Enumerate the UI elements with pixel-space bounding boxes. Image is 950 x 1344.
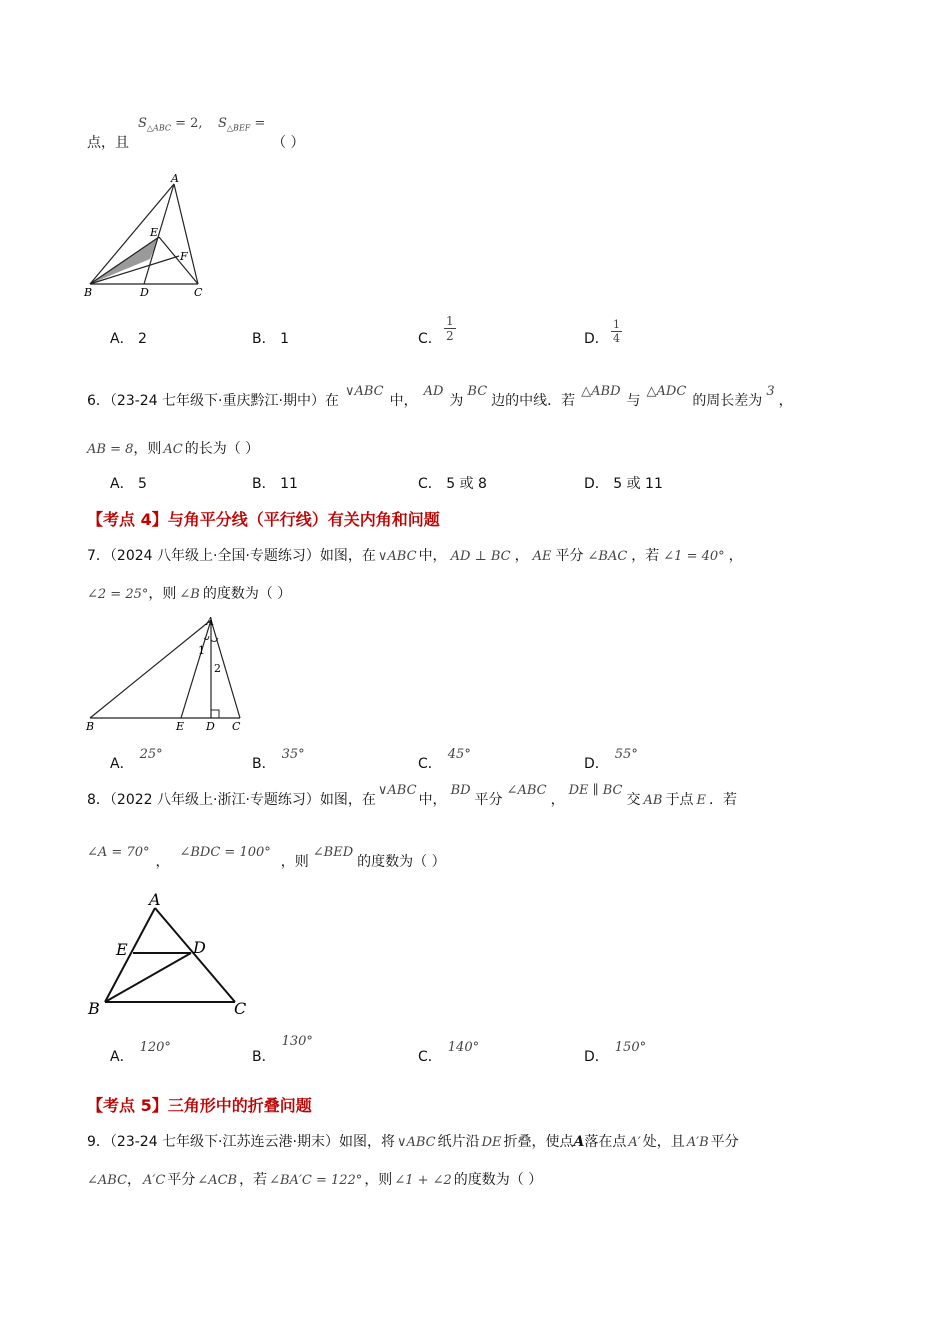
q5-option-b[interactable]: B． 1 [252,331,289,347]
label-e: E [150,226,159,239]
q9-stem-line1: 9．（23-24 七年级下·江苏连云港·期末）如图，将 ∨ABC 纸片沿 DE 折叠，使点A落在点 A′ 处，且 A′B 平分 [87,1134,739,1150]
q5-figure [80,170,220,300]
angle-2-label: 2 [214,662,221,675]
q7-stem-line2: ∠2 = 25°，则 ∠B 的度数为（ ） [87,586,292,602]
q5-answer-blank: （ ） [272,135,305,151]
label-c: C [234,999,247,1018]
line-be [90,237,159,284]
label-d: D [206,720,215,733]
q7-stem-line1: 7．（2024 八年级上·全国·专题练习）如图，在 ∨ABC 中， AD ⊥ BC ， AE 平分 ∠BAC ，若 ∠1 = 40° ， [87,548,743,564]
line-ab [90,184,174,284]
q8-stem-line1: 8．（2022 八年级上·浙江·专题练习）如图，在∨ABC中，BD平分∠ABC，DE ∥ BC交 AB 于点 E ．若 [87,783,737,808]
q9-stem-line2: ∠ABC， A′C 平分 ∠ACB ，若 ∠BA′C = 122° ，则 ∠1 + ∠2 的度数为（ ） [87,1172,543,1188]
q7-option-d[interactable]: D．55° [584,747,638,772]
q6-stem-line2: AB = 8，则 AC 的长为（ ） [87,441,260,457]
label-b: B [86,720,95,733]
label-e: E [116,940,128,959]
q5-area-bef: $S_{\triangle BEF}$ = [218,116,266,133]
label-a: A [206,615,214,628]
q5-text-prefix: 点，且 [87,135,129,151]
q5-option-d[interactable]: D． [584,331,609,347]
q6-option-c[interactable]: C． 5 或 8 [418,476,487,492]
q8-option-a[interactable]: A．120° [110,1040,171,1065]
q5-option-c-fraction: 1 2 [446,314,454,343]
q8-option-c[interactable]: C．140° [418,1040,480,1065]
q8-option-b[interactable]: B．130° [252,1034,313,1065]
line-ab [90,620,211,718]
q5-option-a[interactable]: A． 2 [110,331,147,347]
q7-figure [80,612,255,737]
angle-1-label: 1 [198,644,205,657]
label-c: C [194,286,203,299]
line-ae [181,620,211,718]
section-heading-5: 【考点 5】三角形中的折叠问题 [87,1096,312,1115]
right-angle-mark [211,710,219,718]
q7-option-a[interactable]: A．25° [110,747,163,772]
q6-option-a[interactable]: A． 5 [110,476,147,492]
q8-option-d[interactable]: D．150° [584,1040,647,1065]
q8-stem-line2: ∠A = 70°，∠BDC = 100°，则∠BED的度数为（ ） [87,845,446,870]
label-d: D [140,286,149,299]
line-ad [144,184,174,284]
label-e: E [176,720,185,733]
section-heading-4: 【考点 4】与角平分线（平行线）有关内角和问题 [87,510,440,529]
label-d: D [193,938,206,957]
q6-option-d[interactable]: D． 5 或 11 [584,476,663,492]
q8-figure [80,888,255,1023]
label-a: A [149,890,161,909]
q5-option-c[interactable]: C． [418,331,442,347]
q7-option-b[interactable]: B．35° [252,747,305,772]
q5-area-abc: $S_{\triangle ABC} = 2$, [138,116,203,133]
q7-option-c[interactable]: C．45° [418,747,471,772]
label-b: B [84,286,93,299]
label-c: C [232,720,241,733]
label-a: A [171,172,179,185]
q6-stem-line1: 6．（23-24 七年级下·重庆黔江·期中）在∨ABC中，AD为BC边的中线．若△ABD与△ADC的周长差为3， [87,384,793,409]
q6-option-b[interactable]: B． 11 [252,476,298,492]
label-b: B [88,999,100,1018]
label-f: F [180,250,188,263]
q5-option-d-fraction: 1 4 [613,318,620,345]
